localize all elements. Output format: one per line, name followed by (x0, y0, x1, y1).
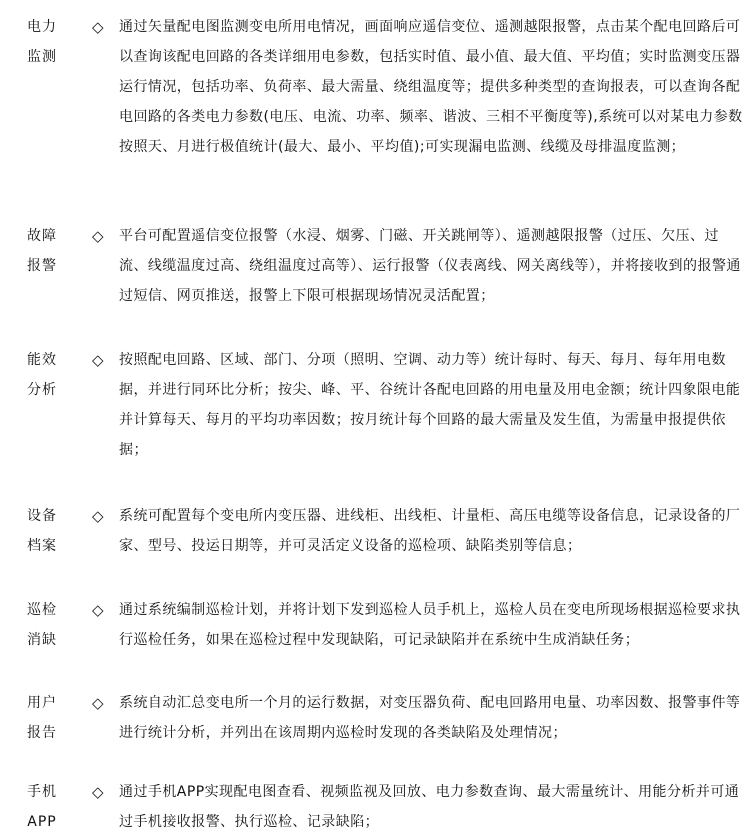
section-label (22, 688, 62, 748)
section-description: 系统自动汇总变电所一个月的运行数据，对变压器负荷、配电回路用电量、功率因数、报警事件等进行统计分析，并列出在该周期内巡检时发现的各类缺陷及处理情况； (119, 695, 741, 741)
section-description: 按照配电回路、区域、部门、分项（照明、空调、动力等）统计每时、每天、每月、每年用电数据，并进行同环比分析；按尖、峰、平、谷统计各配电回路的用电量及用电金额；统计四象限电能并计算每天、每月的平均功率因数；按月统计每个回路的最大需量及发生值，为需量申报提供依据； (119, 352, 741, 458)
section-label-line1: 电力 (27, 19, 57, 35)
section-label (22, 12, 62, 72)
section-label-line1: 手机 (27, 784, 57, 800)
section-label (22, 595, 62, 655)
section-label (22, 345, 62, 405)
section-label-line2: 消缺 (27, 632, 57, 648)
section-description: 通过矢量配电图监测变电所用电情况，画面响应遥信变位、遥测越限报警，点击某个配电回路后可以查询该配电回路的各类详细用电参数，包括实时值、最小值、最大值、平均值；实时监测变压器运行情况，包括功率、负荷率、最大需量、绕组温度等；提供多种类型的查询报表，可以查询各配电回路的各类电力参数(电压、电流、功率、频率、谐波、三相不平衡度等),系统可以对某电力参数按照天、月进行极值统计(最大、最小、平均值);可实现漏电监测、线缆及母排温度监测； (119, 19, 743, 155)
section-description: 通过手机APP实现配电图查看、视频监视及回放、电力参数查询、最大需量统计、用能分析并可通过手机接收报警、执行巡检、记录缺陷； (119, 784, 740, 830)
section-label-line2: 监测 (27, 49, 57, 65)
diamond-bullet-icon: ◇ (92, 18, 104, 36)
section-label (22, 501, 62, 561)
diamond-bullet-icon: ◇ (92, 783, 104, 801)
section-label-line2: 档案 (27, 538, 57, 554)
section-description: 平台可配置遥信变位报警（水浸、烟雾、门磁、开关跳闸等）、遥测越限报警（过压、欠压、过流、线缆温度过高、绕组温度过高等）、运行报警（仪表离线、网关离线等），并将接收到的报警通过短信、网页推送，报警上下限可根据现场情况灵活配置； (119, 228, 741, 304)
section-label (22, 777, 62, 837)
section-label-line2: APP (27, 814, 57, 830)
diamond-bullet-icon: ◇ (92, 351, 104, 369)
section-label-line1: 能效 (27, 352, 57, 368)
section-label-line1: 设备 (27, 508, 57, 524)
section-label-line1: 用户 (27, 695, 57, 711)
section-label-line2: 报警 (27, 258, 57, 274)
section-label-line2: 报告 (27, 725, 57, 741)
diamond-bullet-icon: ◇ (92, 694, 104, 712)
section-label-line2: 分析 (27, 382, 57, 398)
section-description: 通过系统编制巡检计划，并将计划下发到巡检人员手机上，巡检人员在变电所现场根据巡检要求执行巡检任务，如果在巡检过程中发现缺陷，可记录缺陷并在系统中生成消缺任务； (119, 602, 741, 648)
section-label-line1: 巡检 (27, 602, 57, 618)
diamond-bullet-icon: ◇ (92, 601, 104, 619)
section-label (22, 221, 62, 281)
diamond-bullet-icon: ◇ (92, 227, 104, 245)
diamond-bullet-icon: ◇ (92, 507, 104, 525)
section-label-line1: 故障 (27, 228, 57, 244)
section-description: 系统可配置每个变电所内变压器、进线柜、出线柜、计量柜、高压电缆等设备信息，记录设备的厂家、型号、投运日期等，并可灵活定义设备的巡检项、缺陷类别等信息； (119, 508, 741, 554)
